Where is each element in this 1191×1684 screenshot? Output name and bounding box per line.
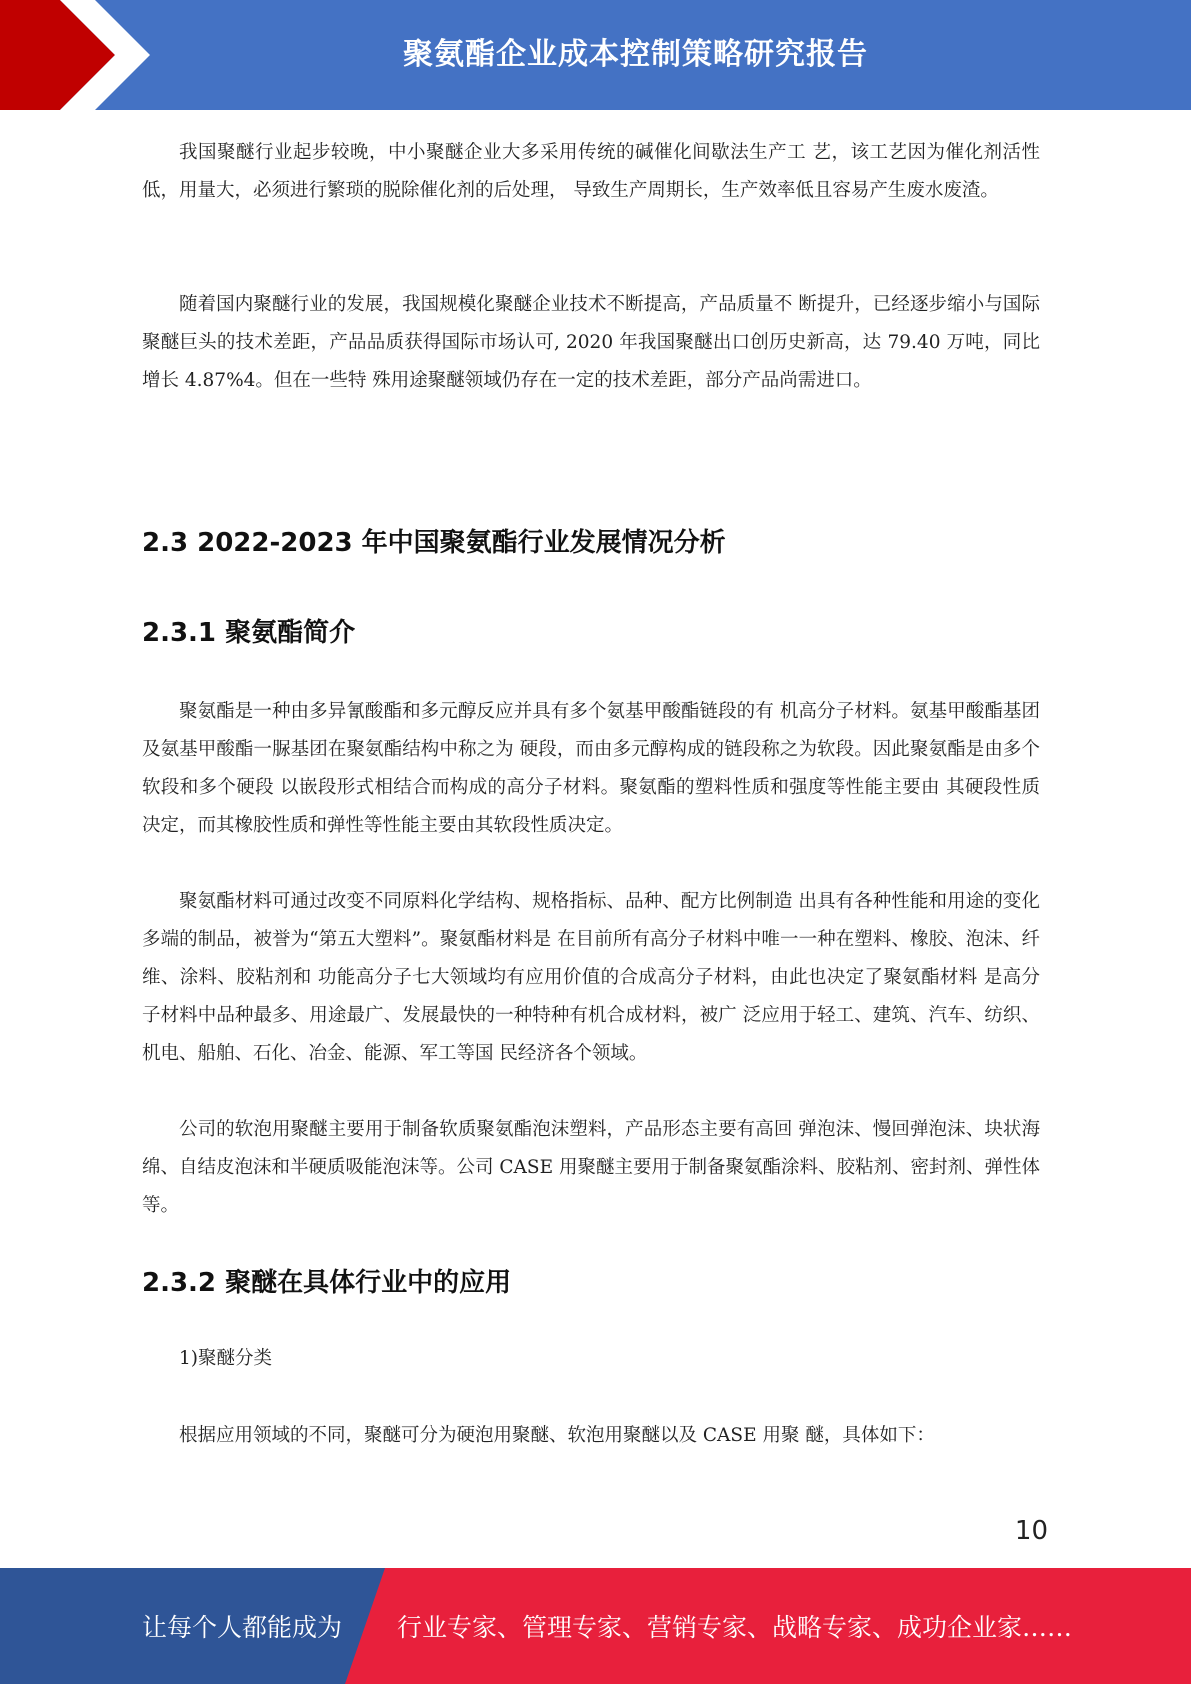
page-footer [0,1568,1191,1684]
paragraph: 我国聚醚行业起步较晚，中小聚醚企业大多采用传统的碱催化间歇法生产工 艺，该工艺因为催化剂活性低，用量大，必须进行繁琐的脱除催化剂的后处理， 导致生产周期长，生产效率低且容易产生废水废渣。 [142,142,1040,201]
section-heading-2-3-2: 2.3.2 聚醚在具体行业中的应用 [142,1268,512,1298]
section-heading-2-3-1: 2.3.1 聚氨酯简介 [142,618,356,648]
paragraph: 公司的软泡用聚醚主要用于制备软质聚氨酯泡沫塑料，产品形态主要有高回 弹泡沫、慢回弹泡沫、块状海绵、自结皮泡沫和半硬质吸能泡沫等。公司 CASE 用聚醚主要用于制备聚氨酯涂料、胶粘剂、密封剂、弹性体等。 [142,1119,1040,1216]
paragraph: 根据应用领域的不同，聚醚可分为硬泡用聚醚、软泡用聚醚以及 CASE 用聚 醚，具体如下： [179,1425,935,1446]
paragraph: 随着国内聚醚行业的发展，我国规模化聚醚企业技术不断提高，产品质量不 断提升，已经逐步缩小与国际聚醚巨头的技术差距，产品品质获得国际市场认可, 2020 年我国聚醚出口创历史新高，达 79.40 万吨，同比增长 4.87%4。但在一些特 殊用途聚醚领域仍存在一定的技术差距，部分产品尚需进口。 [142,294,1040,391]
list-item: 1)聚醚分类 [179,1348,272,1369]
report-title: 聚氨酯企业成本控制策略研究报告 [403,37,868,72]
footer-slogan-right: 行业专家、管理专家、营销专家、战略专家、成功企业家…… [397,1613,1073,1642]
section-heading-2-3: 2.3 2022-2023 年中国聚氨酯行业发展情况分析 [142,528,726,558]
paragraph: 聚氨酯材料可通过改变不同原料化学结构、规格指标、品种、配方比例制造 出具有各种性能和用途的变化多端的制品，被誉为“第五大塑料”。聚氨酯材料是 在目前所有高分子材料中唯一一种在塑料、橡胶、泡沫、纤维、涂料、胶粘剂和 功能高分子七大领域均有应用价值的合成高分子材料，由此也决定了聚氨酯材料 是高分子材料中品种最多、用途最广、发展最快的一种特种有机合成材料，被广 泛应用于轻工、建筑、汽车、纺织、机电、船舶、石化、冶金、能源、军工等国 民经济各个领域。 [142,891,1040,1064]
page-header [0,0,1191,110]
paragraph: 聚氨酯是一种由多异氰酸酯和多元醇反应并具有多个氨基甲酸酯链段的有 机高分子材料。氨基甲酸酯基团及氨基甲酸酯一脲基团在聚氨酯结构中称之为 硬段，而由多元醇构成的链段称之为软段。因此聚氨酯是由多个软段和多个硬段 以嵌段形式相结合而构成的高分子材料。聚氨酯的塑料性质和强度等性能主要由 其硬段性质决定，而其橡胶性质和弹性等性能主要由其软段性质决定。 [142,701,1040,836]
page-number: 10 [1014,1516,1048,1546]
footer-slogan-left: 让每个人都能成为 [142,1613,343,1642]
